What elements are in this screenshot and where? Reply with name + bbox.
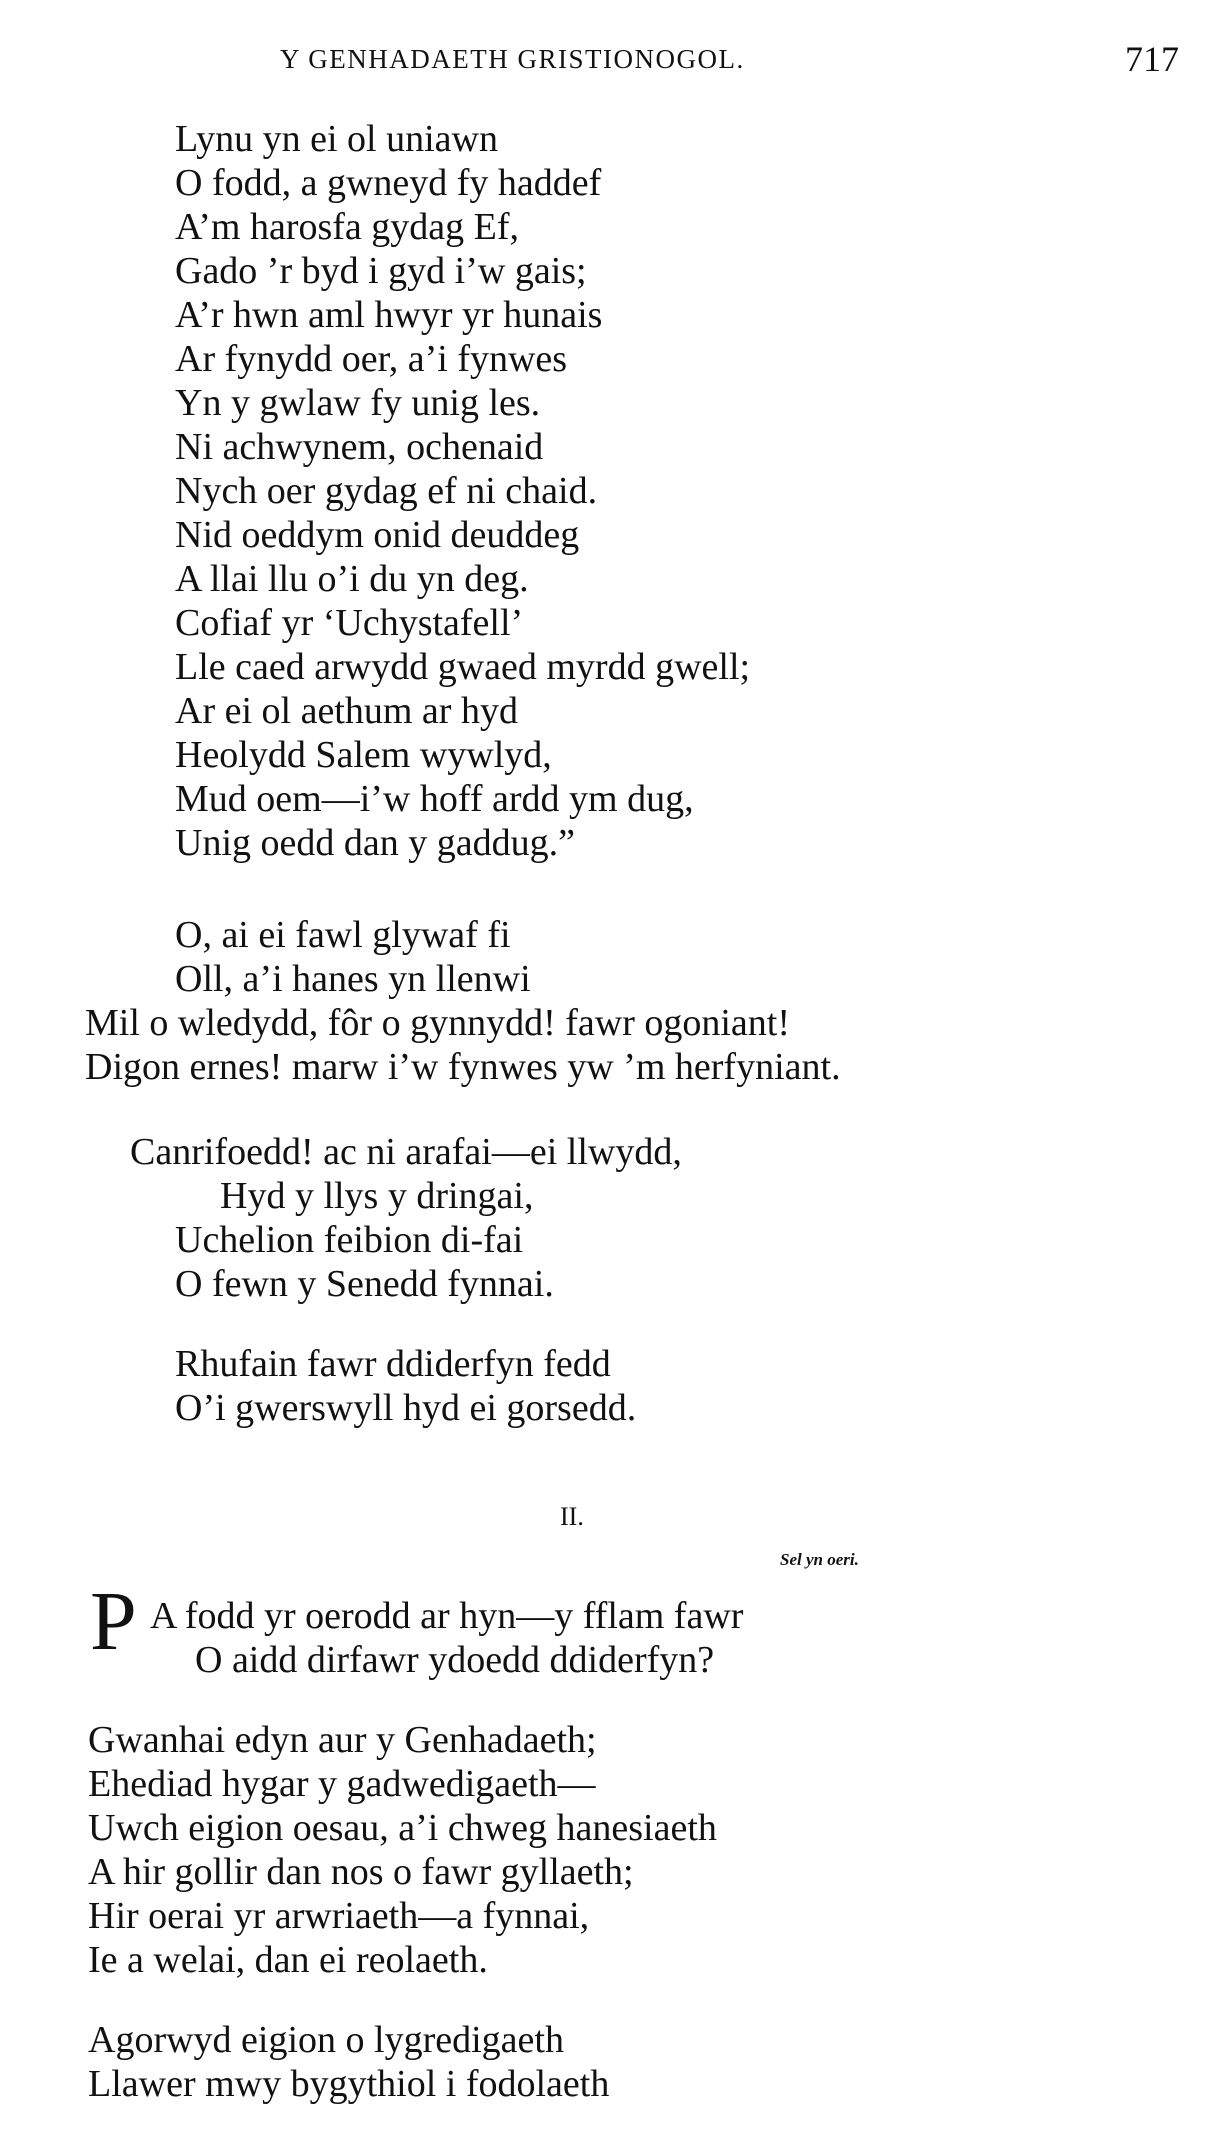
verse-line: Ar ei ol aethum ar hyd (175, 690, 518, 732)
epigraph: Sel yn oeri. (780, 1550, 859, 1569)
verse-line: O’i gwerswyll hyd ei gorsedd. (175, 1387, 637, 1429)
verse-line: Nid oeddym onid deuddeg (175, 514, 580, 556)
verse-line: O fewn y Senedd fynnai. (175, 1263, 554, 1305)
verse-line: Ni achwynem, ochenaid (175, 426, 544, 468)
verse-line: A llai llu o’i du yn deg. (175, 558, 529, 600)
verse-line: Ehediad hygar y gadwedigaeth— (88, 1763, 596, 1805)
verse-line: Uwch eigion oesau, a’i chweg hanesiaeth (88, 1807, 717, 1849)
verse-line: Hyd y llys y dringai, (220, 1175, 534, 1217)
running-title: Y GENHADAETH GRISTIONOGOL. (280, 44, 745, 74)
verse-line: Agorwyd eigion o lygredigaeth (88, 2019, 564, 2061)
verse-line: Ar fynydd oer, a’i fynwes (175, 338, 568, 380)
verse-line: O fodd, a gwneyd fy haddef (175, 162, 602, 204)
stanza-2 (85, 913, 841, 1089)
verse-line: A’r hwn aml hwyr yr hunais (175, 294, 603, 336)
verse-line: O aidd dirfawr ydoedd ddiderfyn? (195, 1639, 715, 1681)
section-number: II. (560, 1502, 584, 1531)
stanza-1 (175, 117, 750, 865)
page-number: 717 (1125, 39, 1179, 79)
drop-cap: P (90, 1575, 137, 1668)
verse-line: Lynu yn ei ol uniawn (175, 118, 498, 160)
verse-line: Hir oerai yr arwriaeth—a fynnai, (88, 1895, 590, 1937)
verse-line: Cofiaf yr ‘Uchystafell’ (175, 602, 524, 644)
verse-line: Yn y gwlaw fy unig les. (175, 382, 541, 424)
verse-line: Heolydd Salem wywlyd, (175, 734, 552, 776)
verse-line: Oll, a’i hanes yn llenwi (175, 958, 531, 1000)
verse-line: Gwanhai edyn aur y Genhadaeth; (88, 1719, 597, 1761)
stanza-6 (88, 2018, 609, 2106)
verse-line: Mud oem—i’w hoff ardd ym dug, (175, 778, 694, 820)
verse-line: Lle caed arwydd gwaed myrdd gwell; (175, 646, 751, 688)
verse-line: Uchelion feibion di-fai (175, 1219, 524, 1261)
verse-line: Rhufain fawr ddiderfyn fedd (175, 1343, 611, 1385)
verse-line: O, ai ei fawl glywaf fi (175, 914, 511, 956)
verse-line: Mil o wledydd, fôr o gynnydd! fawr ogoniant! (85, 1002, 790, 1044)
stanza-5 (88, 1718, 717, 1982)
verse-line: Unig oedd dan y gaddug.” (175, 822, 575, 864)
verse-line: Canrifoedd! ac ni arafai—ei llwydd, (130, 1131, 682, 1173)
verse-line: A’m harosfa gydag Ef, (175, 206, 520, 248)
verse-line: Llawer mwy bygythiol i fodolaeth (88, 2063, 610, 2105)
verse-line: Gado ’r byd i gyd i’w gais; (175, 250, 587, 292)
opening-stanza (150, 1594, 743, 1682)
verse-line: Nych oer gydag ef ni chaid. (175, 470, 598, 512)
verse-line: Ie a welai, dan ei reolaeth. (88, 1939, 488, 1981)
verse-line: A fodd yr oerodd ar hyn—y fflam fawr (150, 1595, 744, 1637)
stanza-4 (175, 1342, 636, 1430)
verse-line: A hir gollir dan nos o fawr gyllaeth; (88, 1851, 634, 1893)
stanza-3 (130, 1130, 682, 1306)
verse-line: Digon ernes! marw i’w fynwes yw ’m herfyniant. (85, 1046, 841, 1088)
